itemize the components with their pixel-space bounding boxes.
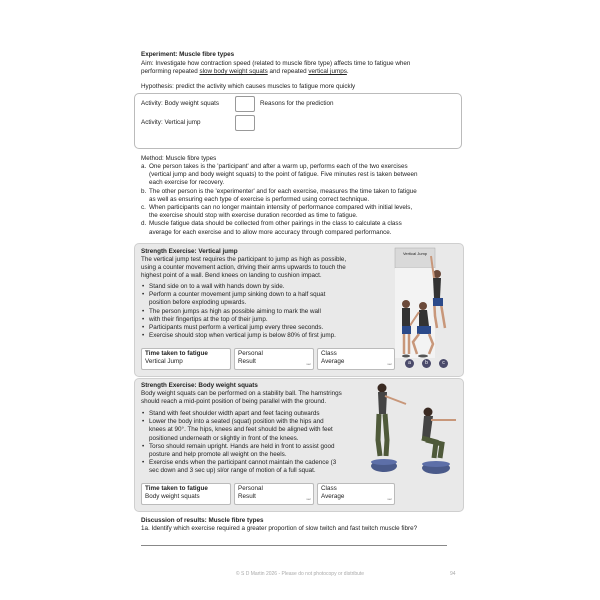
slow-squats-link: slow body weight squats — [199, 68, 268, 75]
vertical-jump-intro: The vertical jump test requires the participant to jump as high as possible, using a counter movement action, driving their arms upwards to touch the highest point of a wall. Bend knees on landing to cushion impact. — [141, 256, 347, 280]
page-title: Experiment: Muscle fibre types — [141, 51, 235, 58]
step-b-badge: b — [422, 359, 431, 368]
vj-class-average-field[interactable]: Class Average sec — [317, 348, 395, 370]
list-item: • Exercise ends when the participant cannot maintain the cadence (3 sec down and 3 sec up) sl/or range of motion of a full squat. — [141, 459, 376, 475]
list-item: • with their fingertips at the top of their jump. — [141, 316, 401, 324]
hypothesis-text: Hypothesis: predict the activity which causes muscles to fatigue more quickly — [141, 83, 356, 90]
activity-jump-label: Activity: Vertical jump — [141, 119, 201, 126]
list-item: • Perform a counter movement jump sinking down to a half squat position before exploding upwards. — [141, 291, 401, 307]
aim-line-1: Aim: Investigate how contraction speed (related to muscle fibre type) affects time to fatigue when — [141, 60, 411, 67]
method-step-a: a. One person takes is the 'participant' and after a warm up, performs each of the two exercises (vertical jump and body weight squats) to the point of fatigue. Five minutes rest is taken between each exercise for recovery. — [141, 163, 418, 187]
vertical-jump-image-label: Vertical Jump — [402, 251, 427, 256]
vj-personal-result-field[interactable]: Personal Result sec — [234, 348, 314, 370]
sq-time-cell: Time taken to fatigue Body weight squats — [141, 483, 231, 505]
vertical-jumps-link: vertical jumps — [308, 68, 347, 75]
squats-prediction-checkbox[interactable] — [235, 96, 255, 112]
step-c-badge: c — [439, 359, 448, 368]
jump-prediction-checkbox[interactable] — [235, 115, 255, 131]
squats-image — [370, 380, 460, 480]
aim-line-2: performing repeated slow body weight squats and repeated vertical jumps. — [141, 68, 349, 75]
squats-intro: Body weight squats can be performed on a stability ball. The hamstrings should reach a mid-point position of being parallel with the ground. — [141, 390, 342, 406]
page-number: 94 — [450, 571, 456, 577]
squats-steps — [141, 410, 376, 476]
sq-class-average-field[interactable]: Class Average sec — [317, 483, 395, 505]
method-steps — [141, 163, 471, 237]
method-heading: Method: Muscle fibre types — [141, 155, 217, 162]
activity-squats-label: Activity: Body weight squats — [141, 100, 220, 107]
answer-line[interactable] — [141, 545, 447, 546]
method-step-b: b. The other person is the 'experimenter' and for each exercise, measures the time taken to fatigue as well as ensuring each type of exercise is performed using correct technique. — [141, 187, 417, 203]
list-item: • Participants must perform a vertical jump every three seconds. — [141, 324, 401, 332]
list-item: • Exercise should stop when vertical jump is below 80% of first jump. — [141, 332, 401, 340]
vertical-jump-image — [393, 246, 459, 370]
method-step-d: d. Muscle fatigue data should be collected from other pairings in the class to calculate a class average for each exercise and to allow more accuracy through compared performance. — [141, 220, 402, 236]
discussion-heading: Discussion of results: Muscle fibre types — [141, 517, 264, 524]
list-item: • Stand with feet shoulder width apart and feet facing outwards — [141, 410, 376, 418]
question-1a: 1a. Identify which exercise required a greater proportion of slow twitch and fast twitch muscle fibre? — [141, 525, 418, 532]
method-step-c: c. When participants can no longer maintain intensity of performance compared with initial levels, the exercise should stop with exercise duration recorded as time to fatigue. — [141, 204, 413, 220]
list-item: • The person jumps as high as possible aiming to mark the wall — [141, 308, 401, 316]
footer-copyright: © S D Martin 2026 - Please do not photocopy or distribute — [235, 571, 365, 577]
sq-personal-result-field[interactable]: Personal Result sec — [234, 483, 314, 505]
list-item: • Lower the body into a seated (squat) position with the hips and knees at 90°. The hips, knees and feet should be aligned with feet positioned underneath or slightly in front of the knees. — [141, 418, 376, 443]
vertical-jump-steps — [141, 283, 401, 340]
vertical-jump-heading: Strength Exercise: Vertical jump — [141, 248, 238, 255]
step-a-badge: a — [405, 359, 414, 368]
squats-heading: Strength Exercise: Body weight squats — [141, 382, 258, 389]
reasons-label: Reasons for the prediction — [260, 100, 334, 107]
vj-time-cell: Time taken to fatigue Vertical Jump — [141, 348, 231, 370]
list-item: • Torso should remain upright. Hands are held in front to assist good posture and help promote all weight on the heels. — [141, 443, 376, 459]
list-item: • Stand side on to a wall with hands down by side. — [141, 283, 401, 291]
